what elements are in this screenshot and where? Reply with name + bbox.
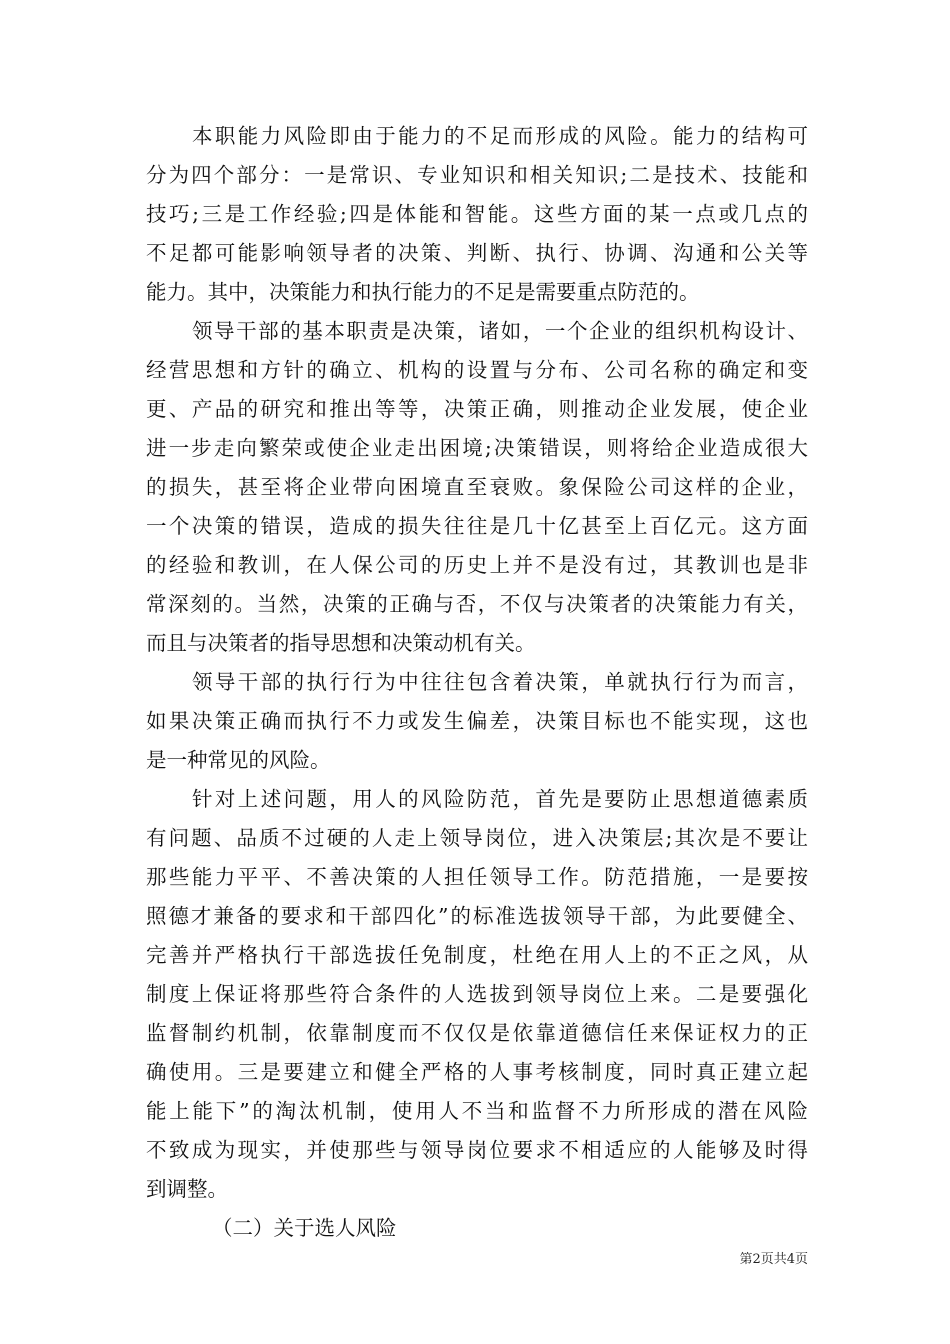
paragraph-4-line-3: 那些能力平平、不善决策的人担任领导工作。防范措施，一是要按 [146, 865, 808, 889]
paragraph-3-line-2: 如果决策正确而执行不力或发生偏差，决策目标也不能实现，这也 [146, 709, 808, 733]
paragraph-2-line-5: 的损失，甚至将企业带向困境直至衰败。象保险公司这样的企业， [146, 475, 808, 499]
paragraph-2-line-8: 常深刻的。当然，决策的正确与否，不仅与决策者的决策能力有关， [146, 592, 808, 616]
paragraph-2-line-2: 经营思想和方针的确立、机构的设置与分布、公司名称的确定和变 [146, 358, 808, 382]
paragraph-4-line-10: 不致成为现实，并使那些与领导岗位要求不相适应的人能够及时得 [146, 1138, 808, 1162]
paragraph-1-line-4: 不足都可能影响领导者的决策、判断、执行、协调、沟通和公关等 [146, 241, 808, 265]
paragraph-4-line-6: 制度上保证将那些符合条件的人选拔到领导岗位上来。二是要强化 [146, 982, 808, 1006]
paragraph-2-line-6: 一个决策的错误，造成的损失往往是几十亿甚至上百亿元。这方面 [146, 514, 808, 538]
paragraph-2-line-1: 领导干部的基本职责是决策，诸如，一个企业的组织机构设计、 [192, 319, 808, 343]
paragraph-1-line-5: 能力。其中，决策能力和执行能力的不足是需要重点防范的。 [146, 280, 700, 304]
paragraph-1-line-2: 分为四个部分：一是常识、专业知识和相关知识;二是技术、技能和 [146, 163, 808, 187]
paragraph-2-line-4: 进一步走向繁荣或使企业走出困境;决策错误，则将给企业造成很大 [146, 436, 808, 460]
paragraph-2-line-3: 更、产品的研究和推出等等，决策正确，则推动企业发展，使企业 [146, 397, 808, 421]
page-number-footer: 第2页共4页 [739, 1252, 808, 1267]
paragraph-4-line-9: 能上能下”的淘汰机制，使用人不当和监督不力所形成的潜在风险 [146, 1099, 808, 1123]
paragraph-4-line-2: 有问题、品质不过硬的人走上领导岗位，进入决策层;其次是不要让 [146, 826, 808, 850]
paragraph-4-line-8: 确使用。三是要建立和健全严格的人事考核制度，同时真正建立起 [146, 1060, 808, 1084]
paragraph-4-line-5: 完善并严格执行干部选拔任免制度，杜绝在用人上的不正之风，从 [146, 943, 808, 967]
paragraph-4-line-7: 监督制约机制，依靠制度而不仅仅是依靠道德信任来保证权力的正 [146, 1021, 808, 1045]
paragraph-1-line-1: 本职能力风险即由于能力的不足而形成的风险。能力的结构可 [192, 124, 808, 148]
paragraph-4-line-4: 照德才兼备的要求和干部四化”的标准选拔领导干部，为此要健全、 [146, 904, 808, 928]
paragraph-1-line-3: 技巧;三是工作经验;四是体能和智能。这些方面的某一点或几点的 [146, 202, 808, 226]
paragraph-2-line-7: 的经验和教训，在人保公司的历史上并不是没有过，其教训也是非 [146, 553, 808, 577]
paragraph-3-line-3: 是一种常见的风险。 [146, 748, 331, 772]
paragraph-4-line-11: 到调整。 [146, 1177, 228, 1201]
paragraph-2-line-9: 而且与决策者的指导思想和决策动机有关。 [146, 631, 536, 655]
paragraph-3-line-1: 领导干部的执行行为中往往包含着决策，单就执行行为而言， [192, 670, 808, 694]
section-heading: （二）关于选人风险 [212, 1216, 397, 1240]
paragraph-4-line-1: 针对上述问题，用人的风险防范，首先是要防止思想道德素质 [192, 787, 808, 811]
